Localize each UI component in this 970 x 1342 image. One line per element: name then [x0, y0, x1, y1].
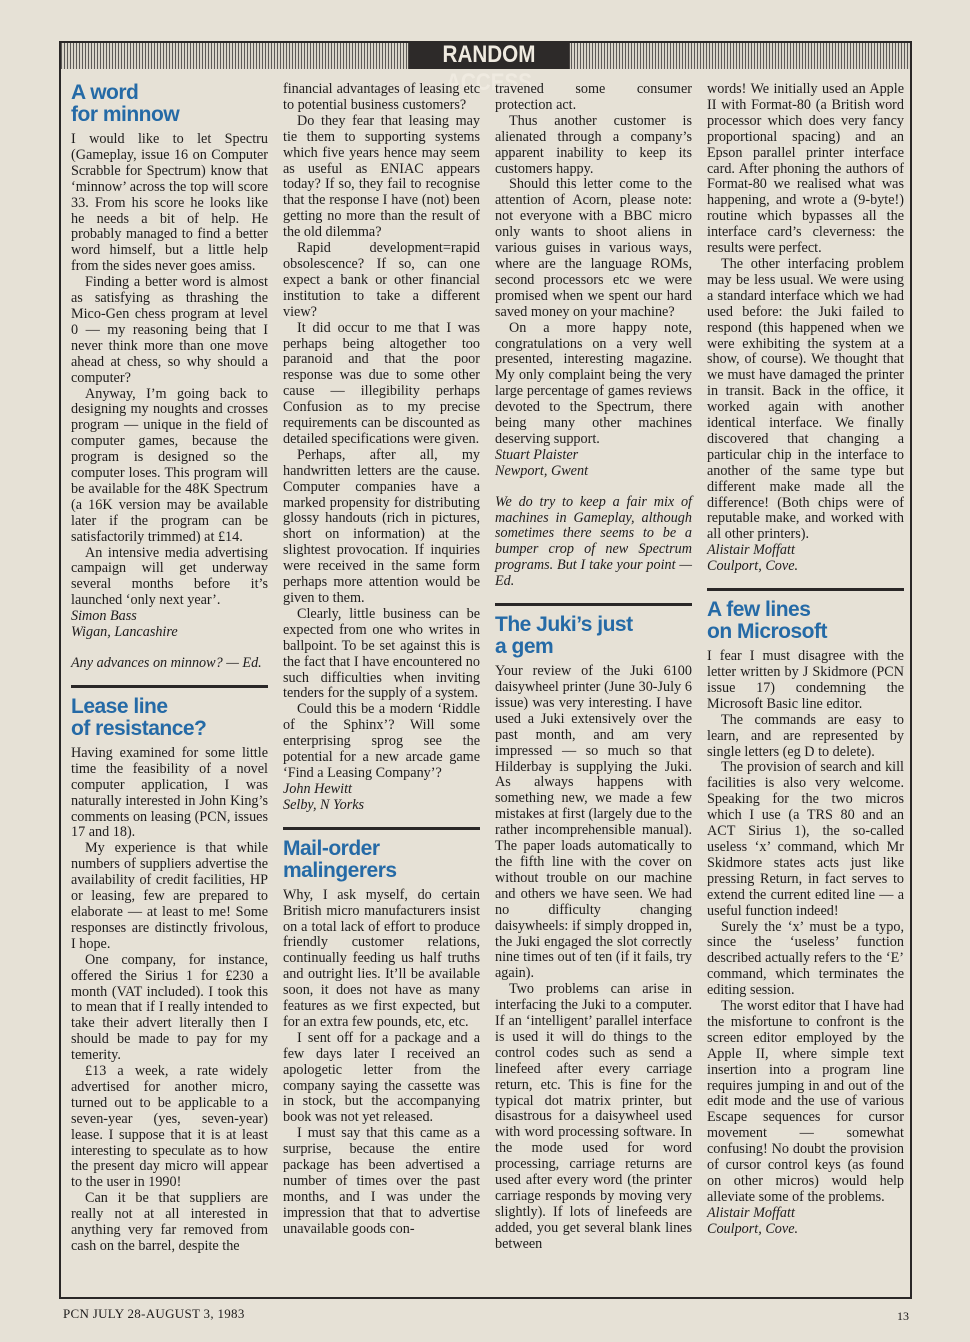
- paragraph: £13 a week, a rate widely advertised for another micro, turned out to be applicable to a seven-year (yes, seven-year) lease. I suppose that it is at least interesting to speculate as to how the present day micro will appear to the user in 1990!: [71, 1063, 268, 1191]
- headline-juki: The Juki’s just a gem: [495, 613, 633, 659]
- paragraph: The other interfacing problem may be less usual. We were using a standard interface which we had used before: the Juki failed to respond (this happened when we were exhibiting the system at a show, of course). We thought that we must have damaged the printer in transit. Back in the office, it worked again with another identical interface. We finally discovered that changing a particular chip in the interface to another of the same type but different make made all the difference! (Both chips were of reputable make, and worked with all other printers).: [707, 255, 904, 543]
- paragraph: Finding a better word is almost as satisfying as thrashing the Mico-Gen chess program at level 0 — my reasoning being that I never think more than one move ahead at chess, so why should a computer?: [71, 274, 268, 386]
- section-title: RANDOM ACCESS: [408, 41, 570, 69]
- signature-name: John Hewitt: [283, 780, 352, 797]
- paragraph: I must say that this came as a surprise, because the entire package has been advertised a number of times over the past months, and I was under the impression that that to advertise unavailable goods con-: [283, 1125, 480, 1237]
- paragraph: My experience is that while numbers of suppliers advertise the availability of credit facilities, HP or leasing, few are prepared to elaborate — at least to me! Some responses are distinctly frivolous, I hope.: [71, 840, 268, 952]
- paragraph: The worst editor that I have had the misfortune to confront is the screen editor employed by the Apple II, where simple text insertion into a program line requires jumping in and out of the edit mode and the use of various Escape sequences for cursor movement — somewhat confusing! No doubt the provision of cursor control keys (as found on other micros) would help alleviate some of the problems.: [707, 998, 904, 1205]
- column-3: [495, 82, 692, 1253]
- paragraph: Clearly, little business can be expected from one who writes in ballpoint. To be set against this is the fact that I have encountered no such difficulties when inviting tenders for the supply of a system.: [283, 605, 480, 702]
- signature-place: Coulport, Cove.: [707, 558, 799, 575]
- signature-name: Stuart Plaister: [495, 446, 579, 463]
- paragraph: The provision of search and kill facilities is also very welcome. Speaking for the two micros which I use (a TRS 80 and an ACT Sirius 1), the so-called useless ‘x’ command, which Mr Skidmore states acts just like pressing Return, in fact serves to extend the current edited line — a useful function indeed!: [707, 759, 904, 919]
- paragraph: One company, for instance, offered the Sirius 1 for £230 a month (VAT included). I took this to mean that if I really intended to take their advert literally then I should be made to pay for my temerity.: [71, 951, 268, 1064]
- paragraph: Surely the ‘x’ must be a typo, since the ‘useless’ function described actually refers to the ‘E’ command, which terminates the editing session.: [707, 918, 904, 999]
- signature-place: Newport, Gwent: [495, 462, 589, 479]
- divider: [707, 588, 904, 591]
- paragraph: Having examined for some little time the feasibility of a novel computer application, I was naturally interested in John King’s comments on leasing (PCN, issues 17 and 18).: [71, 744, 268, 841]
- headline-lease-line: Lease line of resistance?: [71, 694, 207, 740]
- paragraph: The commands are easy to learn, and are represented by single letters (eg D to delete).: [707, 711, 904, 760]
- divider: [71, 685, 268, 688]
- paragraph: It did occur to me that I was perhaps being altogether too paranoid and that the poor response was due to some other cause — illegibility perhaps Confusion as to my precise requirements can be discounted as detailed specifications were given.: [283, 319, 480, 447]
- page-number: 13: [897, 1309, 909, 1323]
- headline-a-word-for-minnow: A word for minnow: [71, 81, 180, 126]
- paragraph: Perhaps, after all, my handwritten letters are the cause. Computer companies have a marked propensity for distributing glossy handouts (rich in pictures, short on information) at the slightest provocation. If inquiries were received in the same form perhaps more attention would be given to them.: [283, 446, 480, 606]
- paragraph: Should this letter come to the attention of Acorn, please note: not everyone with a BBC micro only wants to shoot aliens in various guises in various ways, where are the language ROMs, second processors etc we were promised when we spent our hard saved money on your machine?: [495, 176, 692, 320]
- signature-name: Simon Bass: [71, 608, 137, 625]
- footer-issue: PCN JULY 28-AUGUST 3, 1983: [63, 1306, 245, 1321]
- signature-name: Alistair Moffatt: [707, 542, 795, 559]
- signature-place: Selby, N Yorks: [283, 796, 365, 813]
- column-4: [707, 82, 904, 1238]
- paragraph: Why, I ask myself, do certain British micro manufacturers insist on a total lack of effort to produce friendly customer relations, continually feeding us half truths and outright lies. It’ll be available soon, it does not have as many features as we first expected, but for an extra few pounds, etc, etc.: [283, 886, 480, 1030]
- signature-place: Wigan, Lancashire: [71, 624, 178, 641]
- divider: [495, 603, 692, 606]
- column-1: [71, 82, 268, 1255]
- paragraph: On a more happy note, congratulations on a very well presented, interesting magazine. My only complaint being the very large percentage of games reviews devoted to the Spectrum, there being many other machines deserving support.: [495, 319, 692, 447]
- paragraph: I sent off for a package and a few days later I received an apologetic letter from the company saying the cassette was in stock, but the accompanying book was not yet released.: [283, 1029, 480, 1126]
- paragraph: Can it be that suppliers are really not at all interested in anything very far removed from cash on the barrel, despite the: [71, 1190, 268, 1254]
- paragraph: financial advantages of leasing etc to potential business customers?: [283, 81, 480, 113]
- signature-name: Alistair Moffatt: [707, 1204, 795, 1221]
- paragraph: Anyway, I’m going back to designing my noughts and crosses program — unique in the field of computer games, because the program is designed so the computer loses. This program will be available for the 48K Spectrum (a 16K version may be available later if the program can be satisfactorily trimmed) at £14.: [71, 385, 268, 545]
- paragraph: Thus another customer is alienated through a company’s apparent inability to keep its customers happy.: [495, 112, 692, 177]
- signature-place: Coulport, Cove.: [707, 1220, 799, 1237]
- editor-note: Any advances on minnow? — Ed.: [71, 655, 262, 671]
- paragraph: Could this be a modern ‘Riddle of the Sphinx’? Will some enterprising sprog see the potential for a new arcade game ‘Find a Leasing Company’?: [283, 701, 480, 781]
- paragraph: words! We initially used an Apple II with Format-80 (a British word processor which does very fancy proportional spacing) and an Epson parallel printer interface card. After phoning the authors of Format-80 we realised what was happening, and wrote a (9-byte!) routine which bypasses all the interface card’s cleverness: the results were perfect.: [707, 81, 904, 257]
- paragraph: An intensive media advertising campaign will get underway several months before it’s launched ‘only next year’.: [71, 544, 268, 609]
- paragraph: Your review of the Juki 6100 daisywheel printer (June 30-July 6 issue) was very interesting. I have used a Juki extensively over the past month, and am very impressed — so much so that Hilderbay is supplying the Juki. As always happens with something new, we made a few mistakes at first (largely due to the rather incomprehensible manual). The paper loads automatically to the fifth line with the cover on without trouble on our machine and others we have seen. We had no difficulty changing daisywheels: if simply dropped in, the Juki engaged the slot correctly nine times out of ten (if it fails, try again).: [495, 663, 692, 982]
- headline-microsoft: A few lines on Microsoft: [707, 598, 827, 644]
- paragraph: I fear I must disagree with the letter written by J Skidmore (PCN issue 17) condemning the Microsoft Basic line editor.: [707, 648, 904, 712]
- paragraph: travened some consumer protection act.: [495, 81, 692, 113]
- divider: [283, 827, 480, 830]
- paragraph: Two problems can arise in interfacing the Juki to a computer. If an ‘intelligent’ parallel interface is used it will do things to the control codes such as send a linefeed after every carriage return, etc. This is fine for the typical dot matrix printer, but disastrous for a daisywheel used with word processing software. In the mode used for word processing, carriage returns are used after every word (the printer carriage responds by moving very slightly). If lots of linefeeds are added, you get several blank lines between: [495, 981, 692, 1252]
- paragraph: I would like to let Spectru (Gameplay, issue 16 on Computer Scrabble for Spectrum) know that ‘minnow’ across the top will score 33. From his score he looks like he needs a bit of help. He probably managed to find a better word himself, but a little help from the sides never goes amiss.: [71, 131, 268, 275]
- column-2: [283, 82, 480, 1238]
- paragraph: Do they fear that leasing may tie them to supporting systems which five years hence may seem as useful as ENIAC appears today? If so, they fail to recognise that the response I have (not) been getting no more than the result of the old dilemma?: [283, 112, 480, 241]
- paragraph: Rapid development=rapid obsolescence? If so, can one expect a bank or other financial institution to take a different view?: [283, 240, 480, 320]
- headline-mail-order: Mail-order malingerers: [283, 836, 397, 882]
- editor-note: We do try to keep a fair mix of machines in Gameplay, although sometimes there seems to be a bumper crop of new Spectrum programs. But I take your point — Ed.: [495, 493, 692, 590]
